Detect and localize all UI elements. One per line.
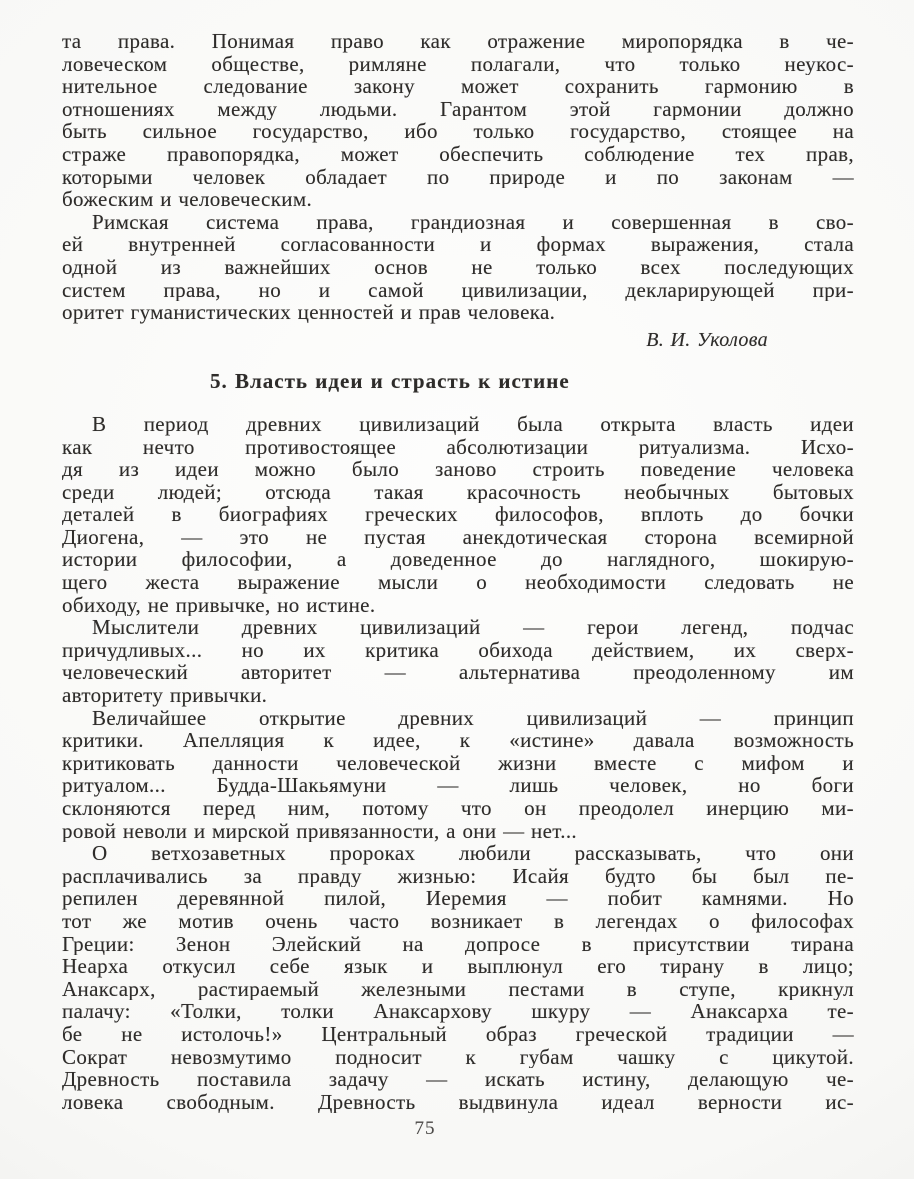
text-line: О ветхозаветных пророках любили рассказывать, что они [92,842,854,865]
text-line: как нечто противостоящее абсолютизации ритуализма. Исхо- [62,435,854,459]
text-line: Анаксарх, растираемый железными пестами в ступе, крикнул [62,977,854,1001]
author-byline: В. И. Уколова [646,328,768,351]
text-line: причудливых... но их критика обихода действием, их сверх- [62,638,854,662]
text-line: Неарха откусил себе язык и выплюнул его тирану в лицо; [62,955,854,978]
text-line: систем права, но и самой цивилизации, декларирующей при- [62,278,854,302]
text-line: ритуалом... Будда-Шакьямуни — лишь человек, но боги [62,774,854,797]
text-line: которыми человек обладает по природе и по законам — [62,165,854,189]
text-line: оритет гуманистических ценностей и прав человека. [62,301,556,324]
text-line: обиходу, не привычке, но истине. [62,593,376,617]
text-line: нительное следование закону может сохранить гармонию в [62,75,854,98]
text-line: бе не истолочь!» Центральный образ греческой традиции — [62,1022,854,1046]
text-line: щего жеста выражение мысли о необходимости следовать не [62,571,854,594]
text-line: Древность поставила задачу — искать истину, делающую че- [62,1068,854,1091]
text-line: палачу: «Толки, толки Анаксархову шкуру — Анаксарха те- [62,1000,854,1023]
text-line: авторитету привычки. [62,684,268,707]
text-line: Величайшее открытие древних цивилизаций — принцип [92,706,854,730]
section-heading: 5. Власть идеи и страсть к истине [210,369,570,394]
text-line: расплачивались за правду жизнью: Исайя будто бы был пе- [62,864,854,888]
paragraph [62,30,854,211]
text-block [62,30,854,1113]
text-line: критики. Апелляция к идее, к «истине» давала возможность [62,729,854,752]
paragraph [62,842,854,1113]
text-line: склоняются перед ним, потому что он преодолел инерцию ми- [62,797,854,820]
text-line: Диогена, — это не пустая анекдотическая сторона всемирной [62,525,854,549]
text-line: Мыслители древних цивилизаций — герои легенд, подчас [92,616,854,639]
text-line: истории философии, а доведенное до наглядного, шокирую- [62,548,854,572]
page-number: 75 [414,1118,436,1139]
text-line: дя из идеи можно было заново строить поведение человека [62,458,854,481]
text-line: репилен деревянной пилой, Иеремия — побит камнями. Но [62,887,854,910]
text-line: Сократ невозмутимо подносит к губам чашку с цикутой. [62,1045,854,1069]
text-line: человеческий авторитет — альтернатива преодоленному им [62,661,854,685]
text-line: тот же мотив очень часто возникает в легендах о философах [62,909,854,933]
paragraph [62,707,854,843]
text-line: страже правопорядка, может обеспечить соблюдение тех прав, [62,142,854,166]
text-line: среди людей; отсюда такая красочность необычных бытовых [62,480,854,504]
text-line: В период древних цивилизаций была открыта власть идеи [92,412,854,436]
paragraph [62,413,854,616]
paragraph [62,211,854,324]
text-line: та права. Понимая право как отражение миропорядка в че- [62,30,854,53]
text-line: деталей в биографиях греческих философов, вплоть до бочки [62,503,854,526]
text-line: отношениях между людьми. Гарантом этой гармонии должно [62,97,854,121]
paragraph [62,616,854,706]
text-line: критиковать данности человеческой жизни вместе с мифом и [62,751,854,775]
text-line: Римская система права, грандиозная и совершенная в сво- [92,210,854,234]
text-line: ловека свободным. Древность выдвинула идеал верности ис- [62,1090,854,1114]
text-line: ровой неволи и мирской привязанности, а они — нет... [62,819,578,843]
text-line: ловеческом обществе, римляне полагали, что только неукос- [62,52,854,76]
text-line: Греции: Зенон Элейский на допросе в присутствии тирана [62,932,854,956]
text-line: ей внутренней согласованности и формах выражения, стала [62,233,854,256]
text-line: божеским и человеческим. [62,188,313,211]
text-line: быть сильное государство, ибо только государство, стоящее на [62,120,854,143]
text-line: одной из важнейших основ не только всех последующих [62,255,854,279]
